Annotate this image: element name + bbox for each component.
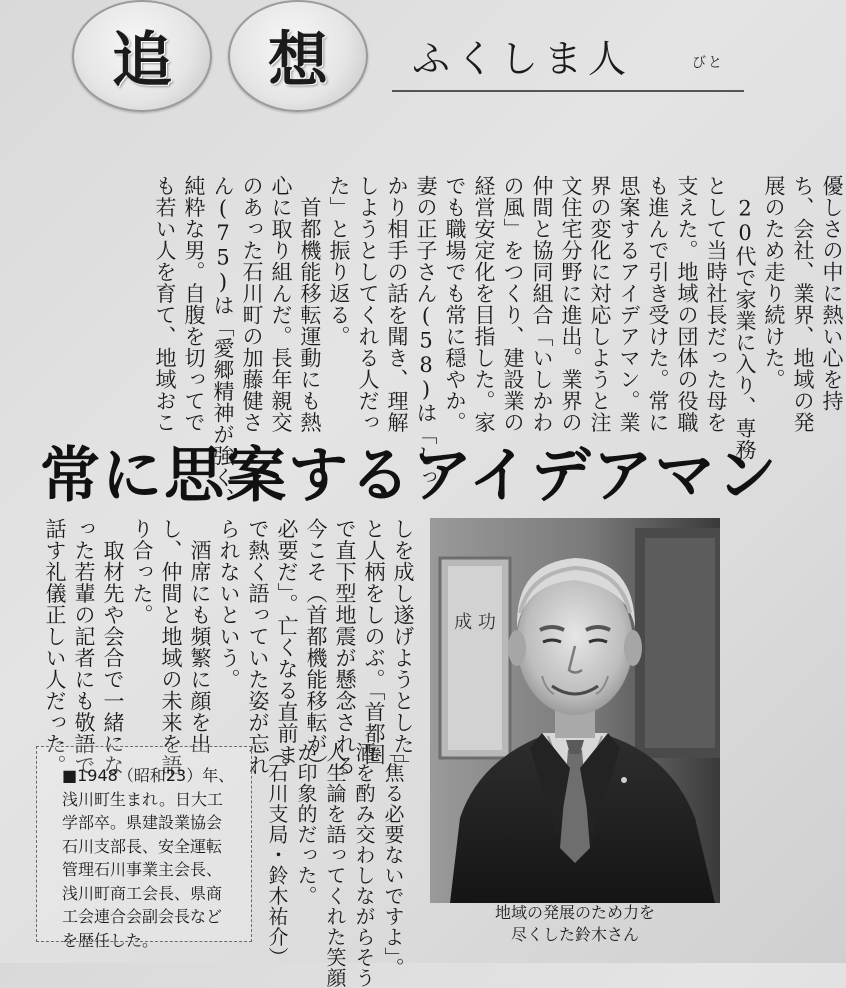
badge-sou xyxy=(228,0,368,112)
article-upper-block xyxy=(150,175,844,510)
text-column: 必要だ」。亡くなる直前ま xyxy=(275,518,299,766)
badge-tsui-char: 追 xyxy=(112,26,172,96)
text-column: しようとしてくれる人だっ xyxy=(356,175,380,433)
text-column: た」と振り返る。 xyxy=(327,175,351,347)
text-column: かり相手の話を聞き、理解 xyxy=(385,175,409,433)
text-column: 今こそ（首都機能移転が） xyxy=(304,518,328,776)
series-title-ruby: びと xyxy=(692,55,724,71)
text-column: が印象的だった。 xyxy=(294,742,318,906)
profile-text: ■1948（昭和23）年、 浅川町生まれ。日大工 学部卒。県建設業協会 石川支部長、安全運転 管理石川事業主会長、 浅川町商工会長、県商 工会連合会副会長など を歴任した。 xyxy=(62,766,235,950)
article-upper-text xyxy=(150,175,846,510)
text-column: で熱く語っていた姿が忘れ xyxy=(246,518,270,776)
text-column: 展のため走り続けた。 xyxy=(762,175,786,390)
text-column: の風」をつくり、建設業の xyxy=(501,175,525,433)
text-column: 酒席にも頻繁に顔を出 xyxy=(188,518,212,755)
text-column: で直下型地震が懸念される xyxy=(333,518,357,776)
text-column: 話す礼儀正しい人だった。 xyxy=(43,518,67,776)
text-column: ち、会社、業界、地域の発 xyxy=(791,175,815,433)
portrait-photo xyxy=(430,518,720,903)
text-column: られないという。 xyxy=(217,518,241,690)
article-lower-right-text xyxy=(262,742,407,988)
text-column: 心に取り組んだ。長年親交 xyxy=(269,175,293,433)
text-column: 酒を酌み交わしながらそう xyxy=(352,742,376,988)
text-column: 思案するアイデアマン。業 xyxy=(617,175,641,433)
text-column: 20代で家業に入り、専務 xyxy=(733,175,757,461)
portrait-illustration xyxy=(430,518,720,903)
text-column: しを成し遂げようとした」 xyxy=(391,518,415,776)
text-column: 文住宅分野に進出。業界の xyxy=(559,175,583,433)
text-column: と人柄をしのぶ。「首都圏 xyxy=(362,518,386,766)
text-column: 支えた。地域の団体の役職 xyxy=(675,175,699,433)
text-column: 人生論を語ってくれた笑顔 xyxy=(323,742,347,988)
text-column: 界の変化に対応しようと注 xyxy=(588,175,612,433)
badge-sou-char: 想 xyxy=(268,26,328,96)
text-column: 「焦る必要ないですよ」。 xyxy=(381,742,405,978)
text-column: でも職場でも常に穏やか。 xyxy=(443,175,467,433)
text-column: 優しさの中に熱い心を持 xyxy=(820,175,844,412)
headline: 常に思案するアイデアマン xyxy=(40,441,779,511)
text-column: も進んで引き受けた。常に xyxy=(646,175,670,433)
text-column: として当時社長だった母を xyxy=(704,175,728,433)
text-column: し、仲間と地域の未来を語 xyxy=(159,518,183,776)
text-column: 純粋な男。自腹を切ってで xyxy=(182,175,206,433)
text-column: 首都機能移転運動にも熱 xyxy=(298,175,322,433)
badge-tsui xyxy=(72,0,212,112)
text-column: のあった石川町の加藤健さ xyxy=(240,175,264,433)
text-column: 仲間と協同組合「いしかわ xyxy=(530,175,554,433)
text-column: ん(75)は「愛郷精神が強く、 xyxy=(211,175,235,510)
text-column: （石川支局・鈴木祐介） xyxy=(265,742,289,968)
photo-sign-text: 成 功 xyxy=(454,612,496,633)
article-lower-right-block xyxy=(262,742,424,988)
text-column: も若い人を育て、地域おこ xyxy=(153,175,177,433)
photo-caption: 地域の発展のため力を 尽くした鈴木さん xyxy=(494,903,655,944)
article-lower-left-block xyxy=(40,518,420,776)
text-column: 妻の正子さん(58)は「しっ xyxy=(414,175,438,488)
header-rule xyxy=(392,90,744,92)
text-column: 経営安定化を目指した。家 xyxy=(472,175,496,433)
text-column: 取材先や会合で一緒にな xyxy=(101,518,125,776)
text-column: った若輩の記者にも敬語で xyxy=(72,518,96,776)
article-lower-left-text xyxy=(40,518,417,776)
series-title: ふくしま人 xyxy=(412,37,633,81)
text-column: り合った。 xyxy=(130,518,154,626)
